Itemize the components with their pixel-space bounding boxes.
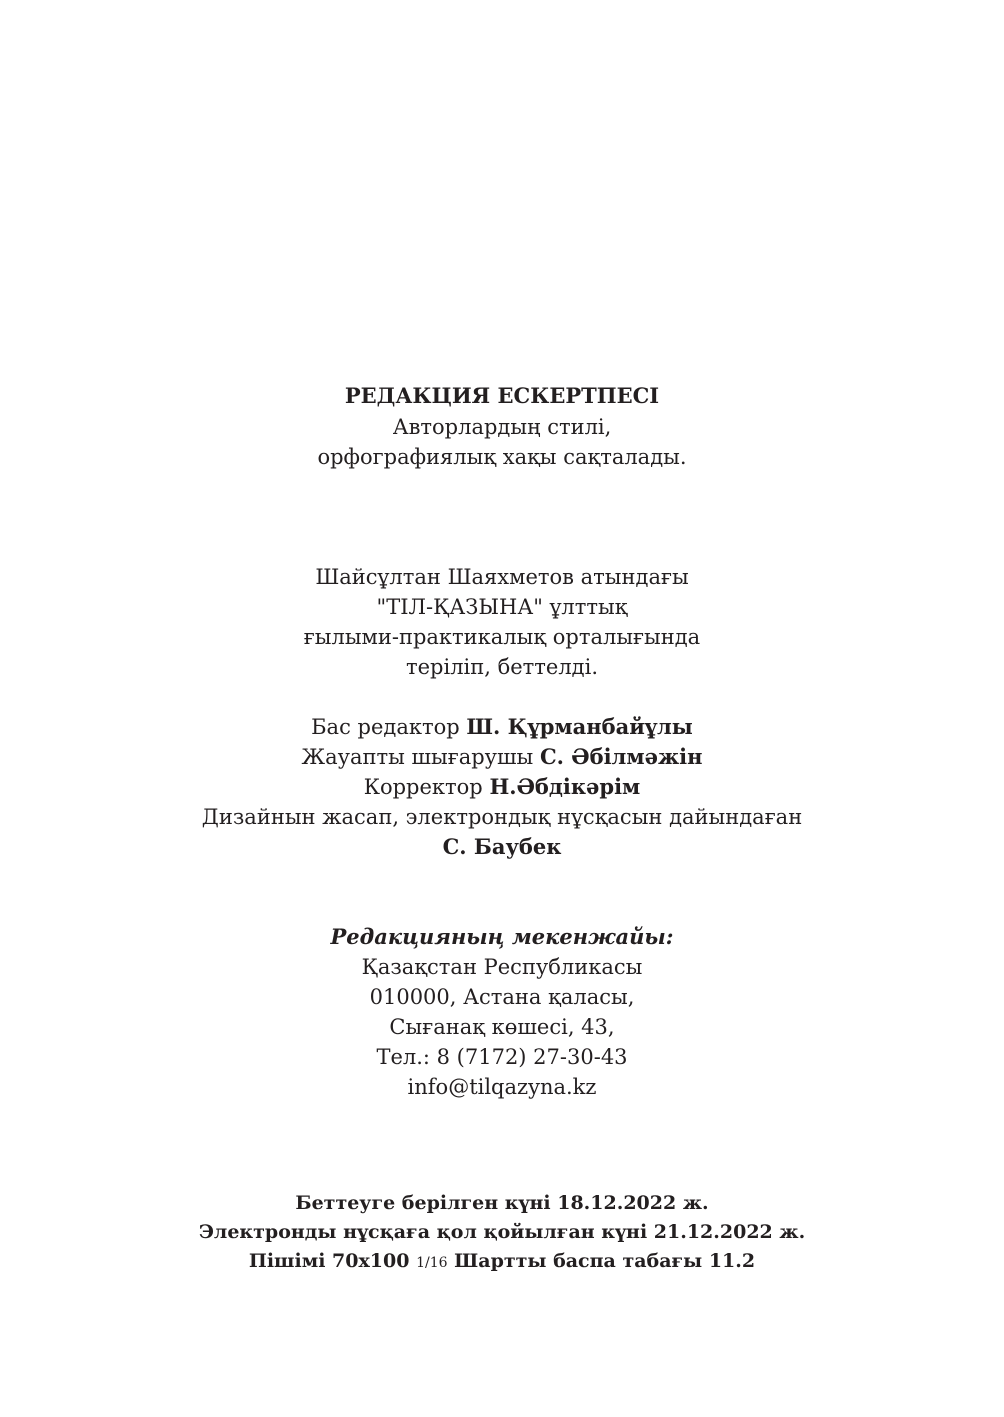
address-country: Қазақстан Республикасы bbox=[361, 955, 643, 979]
chief-editor-name: Ш. Құрманбайұлы bbox=[466, 714, 693, 739]
address-street: Сығанақ көшесі, 43, bbox=[389, 1015, 615, 1039]
editorial-note-line-1: Авторлардың стилі, bbox=[392, 415, 612, 439]
address-city: 010000, Астана қаласы, bbox=[369, 985, 635, 1009]
designer-label: Дизайнын жасап, электрондық нұсқасын дайындаған bbox=[201, 805, 803, 829]
address-phone: Тел.: 8 (7172) 27-30-43 bbox=[376, 1045, 628, 1069]
chief-editor-label: Бас редактор bbox=[311, 715, 460, 739]
imprint-signed-date: Электронды нұсқаға қол қойылған күні 21.12.2022 ж. bbox=[198, 1221, 806, 1243]
imprint-format bbox=[0, 1246, 1004, 1278]
typesetting-line-2: "ТІЛ-ҚАЗЫНА" ұлттық bbox=[376, 595, 628, 619]
imprint-format-prefix: Пішімі 70х100 bbox=[248, 1250, 410, 1272]
publisher-credit bbox=[0, 742, 1004, 772]
publisher-label: Жауапты шығарушы bbox=[301, 745, 534, 769]
address-heading: Редакцияның мекенжайы: bbox=[330, 924, 674, 949]
imprint-typeset-date: Беттеуге берілген күні 18.12.2022 ж. bbox=[295, 1192, 709, 1214]
address-email: info@tilqazyna.kz bbox=[407, 1075, 597, 1099]
imprint-format-fraction: 1/16 bbox=[416, 1255, 448, 1271]
proofreader-label: Корректор bbox=[363, 775, 483, 799]
typesetting-line-1: Шайсұлтан Шаяхметов атындағы bbox=[315, 565, 689, 589]
designer-name: С. Баубек bbox=[442, 834, 562, 859]
proofreader-name: Н.Әбдікәрім bbox=[489, 774, 641, 799]
chief-editor-credit bbox=[0, 712, 1004, 742]
proofreader-credit bbox=[0, 772, 1004, 802]
typesetting-line-4: теріліп, беттелді. bbox=[405, 655, 598, 679]
editorial-note-line-2: орфографиялық хақы сақталады. bbox=[317, 445, 687, 469]
imprint-format-suffix: Шартты баспа табағы 11.2 bbox=[454, 1250, 756, 1272]
publisher-name: С. Әбілмәжін bbox=[539, 744, 703, 769]
typesetting-line-3: ғылыми-практикалық орталығында bbox=[303, 625, 701, 649]
editorial-note-heading: РЕДАКЦИЯ ЕСКЕРТПЕСІ bbox=[344, 383, 660, 408]
